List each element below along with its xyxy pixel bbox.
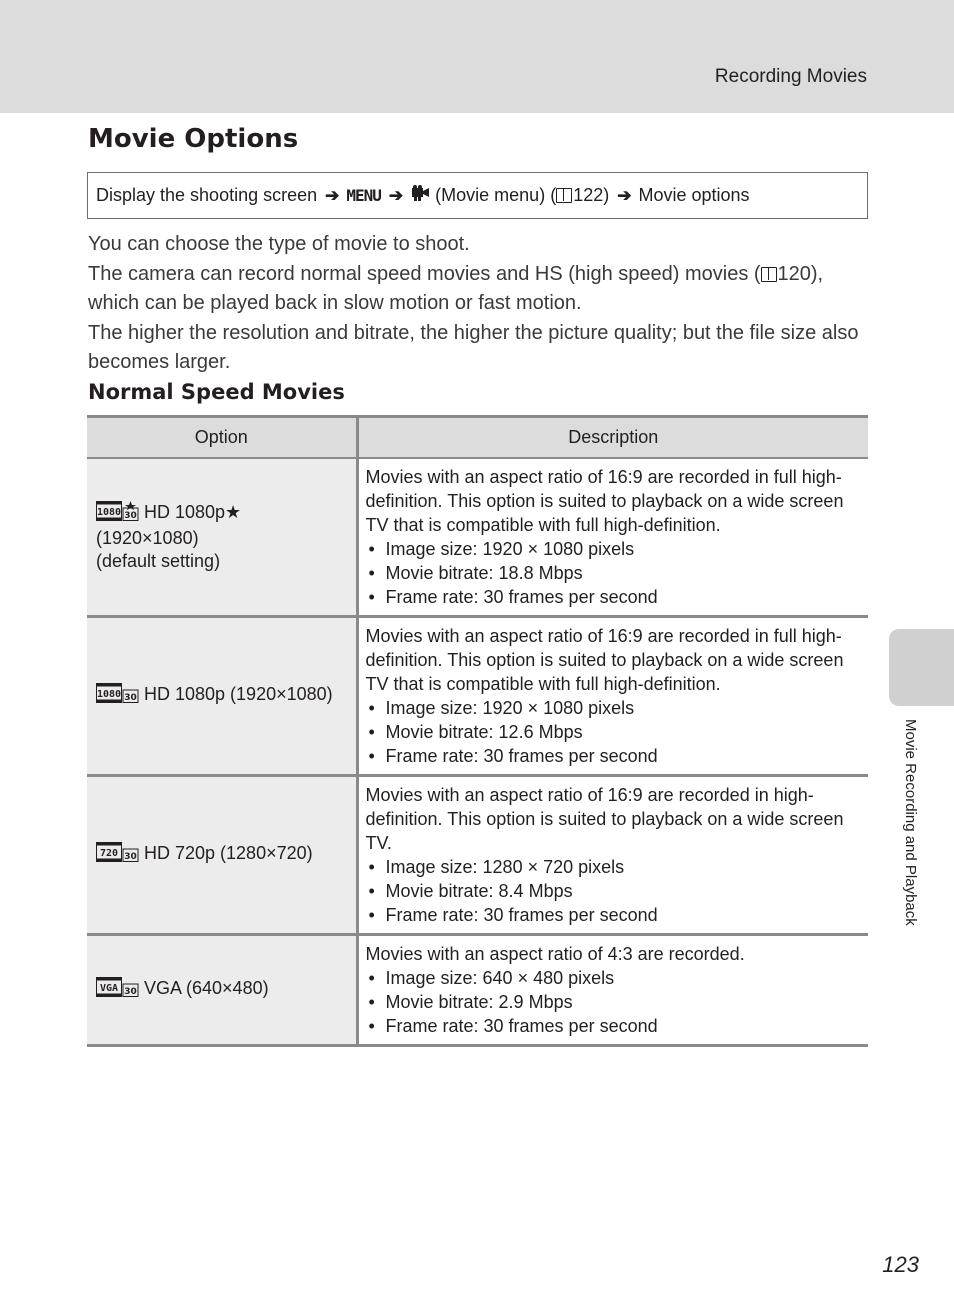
running-head: Recording Movies (714, 66, 867, 87)
list-item: • Frame rate: 30 frames per second (366, 903, 863, 927)
column-header-description: Description (357, 417, 868, 458)
list-item: • Frame rate: 30 frames per second (366, 585, 863, 609)
icon-resolution-text: 720 (99, 847, 119, 859)
description-cell (357, 775, 868, 934)
list-item: • Image size: 1920 × 1080 pixels (366, 696, 863, 720)
icon-resolution-text: 1080 (96, 506, 122, 518)
intro-text-span: 120), (777, 262, 824, 285)
spec-list (366, 966, 863, 1038)
movie-mode-vga-icon (96, 977, 139, 1003)
arrow-icon: ➔ (388, 185, 404, 205)
option-cell (87, 458, 357, 617)
movie-mode-720-icon (96, 842, 139, 868)
option-label: VGA (640×480) (144, 977, 269, 998)
chapter-tab (889, 629, 954, 706)
list-item: • Image size: 1920 × 1080 pixels (366, 537, 863, 561)
movie-mode-1080-icon (96, 683, 139, 709)
option-name (96, 501, 356, 527)
page-title: Movie Options (88, 124, 299, 154)
spec-list (366, 696, 863, 768)
header-band (0, 0, 954, 113)
column-header-option: Option (87, 417, 357, 458)
option-cell (87, 616, 357, 775)
list-item: • Movie bitrate: 8.4 Mbps (366, 879, 863, 903)
table-header-row (87, 417, 868, 458)
option-resolution: (1920×1080) (96, 527, 199, 548)
description-text: Movies with an aspect ratio of 16:9 are recorded in full high-definition. This option is suited to playback on a wide screen TV that is compatible with full high-definition. (365, 625, 844, 694)
intro-text (88, 230, 878, 378)
option-name (96, 977, 356, 1003)
menu-button-icon: MENU (346, 186, 381, 205)
spec-list (366, 537, 863, 609)
movie-mode-1080-star-icon (96, 501, 139, 527)
nav-ref-page: 122) (573, 185, 610, 205)
arrow-icon: ➔ (617, 185, 632, 205)
list-item: • Frame rate: 30 frames per second (366, 1014, 863, 1038)
option-label: HD 720p (1280×720) (144, 842, 313, 863)
description-cell (357, 616, 868, 775)
movie-camera-icon (410, 185, 430, 206)
section-title: Normal Speed Movies (88, 380, 345, 404)
icon-fps-text: 30 (124, 510, 137, 521)
list-item: • Movie bitrate: 18.8 Mbps (366, 561, 863, 585)
intro-text-span: The camera can record normal speed movies and HS (high speed) movies ( (88, 262, 761, 285)
book-reference-icon (761, 267, 777, 282)
table-row (87, 934, 868, 1045)
navigation-path-box (87, 172, 868, 219)
option-name (96, 683, 356, 709)
list-item: • Image size: 640 × 480 pixels (366, 966, 863, 990)
book-reference-icon (556, 188, 572, 203)
list-item: • Image size: 1280 × 720 pixels (366, 855, 863, 879)
movie-options-table (87, 415, 868, 1047)
arrow-icon: ➔ (325, 185, 340, 205)
icon-fps-text: 30 (124, 986, 137, 997)
option-cell (87, 775, 357, 934)
description-cell (357, 934, 868, 1045)
list-item: • Frame rate: 30 frames per second (366, 744, 863, 768)
option-label: HD 1080p★ (144, 501, 242, 522)
intro-paragraph: You can choose the type of movie to shoot. (88, 233, 470, 255)
option-label: HD 1080p (1920×1080) (144, 683, 333, 704)
description-text: Movies with an aspect ratio of 4:3 are recorded. (365, 943, 745, 964)
list-item: • Movie bitrate: 2.9 Mbps (366, 990, 863, 1014)
table-row (87, 616, 868, 775)
description-text: Movies with an aspect ratio of 16:9 are recorded in high-definition. This option is suited to playback on a wide screen TV. (365, 784, 844, 853)
list-item: • Movie bitrate: 12.6 Mbps (366, 720, 863, 744)
icon-resolution-text: 1080 (96, 688, 122, 700)
intro-paragraph (88, 260, 878, 319)
description-text: Movies with an aspect ratio of 16:9 are recorded in full high-definition. This option is suited to playback on a wide screen TV that is compatible with full high-definition. (365, 466, 844, 535)
table-row (87, 458, 868, 617)
icon-fps-text: 30 (124, 692, 137, 703)
option-default-note: (default setting) (96, 550, 221, 571)
nav-start: Display the shooting screen (96, 185, 318, 205)
intro-text-span: which can be played back in slow motion or fast motion. (88, 292, 582, 314)
nav-movie-menu: (Movie menu) ( (435, 185, 557, 205)
nav-end: Movie options (638, 185, 750, 205)
icon-resolution-text: VGA (99, 982, 119, 994)
page-number: 123 (882, 1252, 919, 1277)
option-name (96, 842, 356, 868)
table-row (87, 775, 868, 934)
intro-paragraph: The higher the resolution and bitrate, the higher the picture quality; but the file size also becomes larger. (88, 321, 859, 373)
spec-list (366, 855, 863, 927)
chapter-tab-label: Movie Recording and Playback (902, 719, 919, 926)
description-cell (357, 458, 868, 617)
option-cell (87, 934, 357, 1045)
icon-fps-text: 30 (124, 851, 137, 862)
